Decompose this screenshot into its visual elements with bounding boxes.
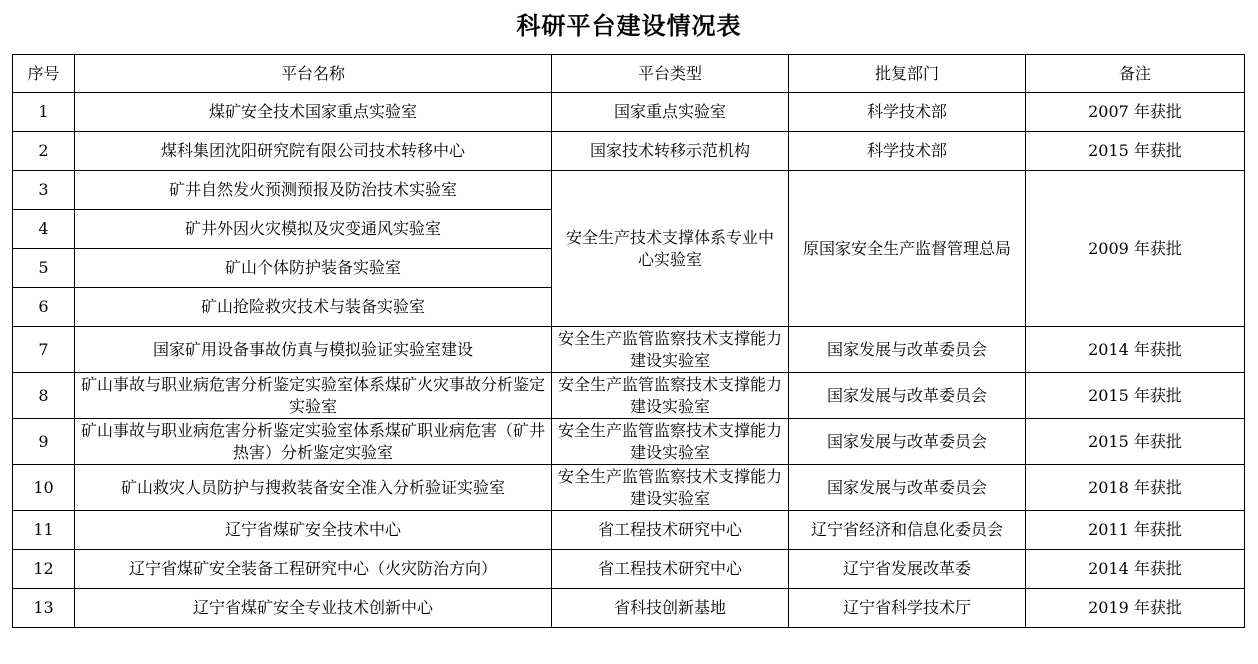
cell-no: 8	[13, 373, 75, 419]
cell-name: 辽宁省煤矿安全专业技术创新中心	[75, 589, 552, 628]
table-row	[13, 589, 1245, 628]
cell-name: 矿山个体防护装备实验室	[75, 249, 552, 288]
cell-type: 安全生产监管监察技术支撑能力建设实验室	[552, 419, 789, 465]
cell-dept: 辽宁省科学技术厅	[789, 589, 1026, 628]
cell-type: 安全生产技术支撑体系专业中心实验室	[552, 171, 789, 327]
header-type: 平台类型	[552, 55, 789, 93]
cell-no: 4	[13, 210, 75, 249]
cell-no: 12	[13, 550, 75, 589]
cell-dept: 科学技术部	[789, 132, 1026, 171]
cell-note: 2015 年获批	[1026, 132, 1245, 171]
cell-dept: 国家发展与改革委员会	[789, 327, 1026, 373]
cell-note: 2015 年获批	[1026, 373, 1245, 419]
cell-note: 2011 年获批	[1026, 511, 1245, 550]
header-no: 序号	[13, 55, 75, 93]
table-row	[13, 419, 1245, 465]
cell-name: 国家矿用设备事故仿真与模拟验证实验室建设	[75, 327, 552, 373]
table-row	[13, 171, 1245, 210]
cell-type: 国家技术转移示范机构	[552, 132, 789, 171]
cell-name: 矿山抢险救灾技术与装备实验室	[75, 288, 552, 327]
cell-name: 矿山事故与职业病危害分析鉴定实验室体系煤矿火灾事故分析鉴定实验室	[75, 373, 552, 419]
cell-no: 1	[13, 93, 75, 132]
cell-type: 省工程技术研究中心	[552, 550, 789, 589]
table-row	[13, 511, 1245, 550]
cell-no: 9	[13, 419, 75, 465]
cell-dept: 辽宁省经济和信息化委员会	[789, 511, 1026, 550]
cell-no: 2	[13, 132, 75, 171]
cell-note: 2014 年获批	[1026, 550, 1245, 589]
table-row	[13, 327, 1245, 373]
table-row	[13, 550, 1245, 589]
cell-type: 省工程技术研究中心	[552, 511, 789, 550]
platform-table	[12, 54, 1245, 628]
table-row	[13, 465, 1245, 511]
cell-name: 矿山事故与职业病危害分析鉴定实验室体系煤矿职业病危害（矿井热害）分析鉴定实验室	[75, 419, 552, 465]
cell-no: 3	[13, 171, 75, 210]
table-row	[13, 93, 1245, 132]
cell-dept: 原国家安全生产监督管理总局	[789, 171, 1026, 327]
cell-name: 辽宁省煤矿安全装备工程研究中心（火灾防治方向）	[75, 550, 552, 589]
cell-no: 10	[13, 465, 75, 511]
cell-note: 2015 年获批	[1026, 419, 1245, 465]
cell-type: 安全生产监管监察技术支撑能力建设实验室	[552, 465, 789, 511]
header-name: 平台名称	[75, 55, 552, 93]
cell-name: 矿井外因火灾模拟及灾变通风实验室	[75, 210, 552, 249]
cell-name: 煤矿安全技术国家重点实验室	[75, 93, 552, 132]
cell-dept: 国家发展与改革委员会	[789, 373, 1026, 419]
cell-dept: 科学技术部	[789, 93, 1026, 132]
cell-type: 安全生产监管监察技术支撑能力建设实验室	[552, 373, 789, 419]
cell-note: 2018 年获批	[1026, 465, 1245, 511]
cell-dept: 国家发展与改革委员会	[789, 419, 1026, 465]
cell-note: 2009 年获批	[1026, 171, 1245, 327]
cell-note: 2014 年获批	[1026, 327, 1245, 373]
cell-no: 7	[13, 327, 75, 373]
table-row	[13, 132, 1245, 171]
cell-no: 13	[13, 589, 75, 628]
cell-dept: 国家发展与改革委员会	[789, 465, 1026, 511]
cell-note: 2019 年获批	[1026, 589, 1245, 628]
cell-no: 11	[13, 511, 75, 550]
page-title: 科研平台建设情况表	[516, 11, 742, 40]
cell-type: 省科技创新基地	[552, 589, 789, 628]
cell-dept: 辽宁省发展改革委	[789, 550, 1026, 589]
cell-name: 煤科集团沈阳研究院有限公司技术转移中心	[75, 132, 552, 171]
table-header-row	[13, 55, 1245, 93]
header-note: 备注	[1026, 55, 1245, 93]
cell-type: 安全生产监管监察技术支撑能力建设实验室	[552, 327, 789, 373]
cell-no: 5	[13, 249, 75, 288]
cell-type: 国家重点实验室	[552, 93, 789, 132]
header-dept: 批复部门	[789, 55, 1026, 93]
cell-name: 矿山救灾人员防护与搜救装备安全准入分析验证实验室	[75, 465, 552, 511]
cell-name: 辽宁省煤矿安全技术中心	[75, 511, 552, 550]
cell-no: 6	[13, 288, 75, 327]
table-row	[13, 373, 1245, 419]
cell-name: 矿井自然发火预测预报及防治技术实验室	[75, 171, 552, 210]
cell-note: 2007 年获批	[1026, 93, 1245, 132]
